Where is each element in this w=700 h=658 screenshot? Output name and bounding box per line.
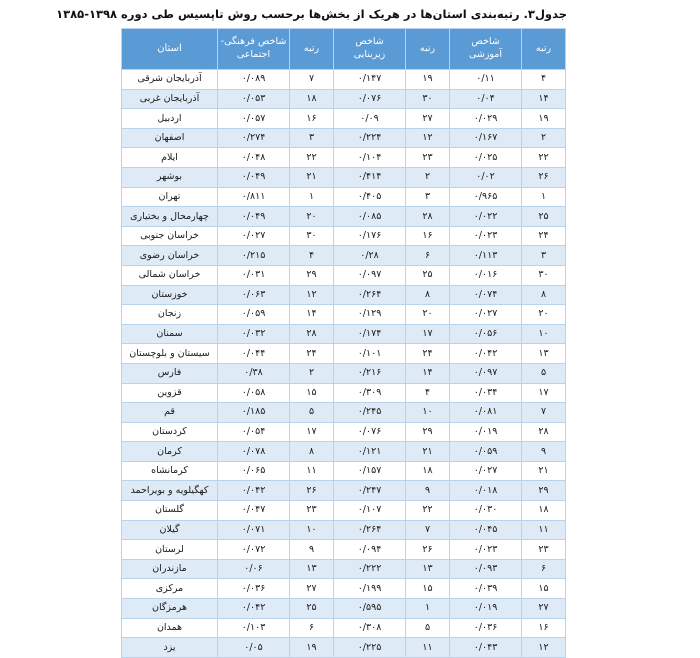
cell-province: قم — [122, 403, 218, 423]
cell-index-value: ۰/۱۰۷ — [334, 501, 406, 521]
table-row[interactable] — [122, 638, 566, 658]
table-row[interactable] — [122, 265, 566, 285]
cell-province: آذربایجان شرقی — [122, 70, 218, 90]
cell-province: گلستان — [122, 501, 218, 521]
cell-index-value: ۰/۰۳۰ — [450, 501, 522, 521]
cell-province: بوشهر — [122, 167, 218, 187]
cell-index-value: ۰/۰۴۸ — [218, 148, 290, 168]
cell-province: اصفهان — [122, 128, 218, 148]
table-row[interactable] — [122, 501, 566, 521]
cell-rank: ۱۰ — [522, 324, 566, 344]
cell-index-value: ۰/۰۳۹ — [450, 579, 522, 599]
cell-index-value: ۰/۵۹۵ — [334, 599, 406, 619]
cell-rank: ۷ — [522, 403, 566, 423]
cell-rank: ۲ — [290, 363, 334, 383]
cell-index-value: ۰/۰۷۱ — [218, 520, 290, 540]
cell-index-value: ۰/۰۴۳ — [450, 638, 522, 658]
cell-index-value: ۰/۰۲ — [450, 167, 522, 187]
cell-index-value: ۰/۸۱۱ — [218, 187, 290, 207]
cell-index-value: ۰/۰۶ — [218, 559, 290, 579]
cell-rank: ۸ — [406, 285, 450, 305]
cell-rank: ۱۴ — [406, 363, 450, 383]
cell-index-value: ۰/۱۰۳ — [218, 618, 290, 638]
cell-index-value: ۰/۰۴۷ — [218, 501, 290, 521]
cell-index-value: ۰/۱۶۷ — [450, 128, 522, 148]
column-header-text: زیربنایی — [353, 49, 386, 60]
cell-province: چهارمحال و بختیاری — [122, 207, 218, 227]
cell-index-value: ۰/۴۱۴ — [334, 167, 406, 187]
table-row[interactable] — [122, 187, 566, 207]
cell-index-value: ۰/۳۰۸ — [334, 618, 406, 638]
table-header — [122, 29, 566, 70]
cell-province: آذربایجان غربی — [122, 89, 218, 109]
cell-index-value: ۰/۰۲۳ — [450, 540, 522, 560]
cell-province: کهگیلویه و بویراحمد — [122, 481, 218, 501]
cell-index-value: ۰/۰۱۶ — [450, 265, 522, 285]
table-row[interactable] — [122, 344, 566, 364]
cell-index-value: ۰/۰۷۸ — [218, 442, 290, 462]
cell-rank: ۱۶ — [290, 109, 334, 129]
column-header-index-education[interactable] — [450, 29, 522, 70]
table-row[interactable] — [122, 109, 566, 129]
cell-rank: ۲۲ — [406, 501, 450, 521]
cell-province: تهران — [122, 187, 218, 207]
cell-rank: ۲۲ — [522, 148, 566, 168]
cell-province: کرمان — [122, 442, 218, 462]
cell-index-value: ۰/۰۲۷ — [450, 461, 522, 481]
cell-rank: ۲ — [406, 167, 450, 187]
cell-index-value: ۰/۰۹۷ — [334, 265, 406, 285]
table-row[interactable] — [122, 285, 566, 305]
cell-rank: ۱۰ — [406, 403, 450, 423]
cell-rank: ۳۰ — [290, 226, 334, 246]
cell-index-value: ۰/۰۴۹ — [218, 207, 290, 227]
cell-rank: ۶ — [522, 559, 566, 579]
cell-index-value: ۰/۰۳۶ — [450, 618, 522, 638]
cell-rank: ۶ — [290, 618, 334, 638]
table-row[interactable] — [122, 579, 566, 599]
cell-rank: ۱۳ — [406, 559, 450, 579]
cell-rank: ۲۹ — [290, 265, 334, 285]
cell-index-value: ۰/۰۴۲ — [450, 344, 522, 364]
cell-index-value: ۰/۱۴۷ — [334, 70, 406, 90]
table-row[interactable] — [122, 442, 566, 462]
cell-index-value: ۰/۲۱۶ — [334, 363, 406, 383]
cell-rank: ۲۸ — [522, 422, 566, 442]
cell-rank: ۲ — [522, 128, 566, 148]
cell-rank: ۲۰ — [522, 305, 566, 325]
cell-index-value: ۰/۰۵۸ — [218, 383, 290, 403]
cell-province: هرمزگان — [122, 599, 218, 619]
cell-index-value: ۰/۰۲۵ — [450, 148, 522, 168]
table-row[interactable] — [122, 305, 566, 325]
cell-rank: ۱۵ — [406, 579, 450, 599]
cell-rank: ۲۰ — [406, 305, 450, 325]
table-body — [122, 70, 566, 658]
cell-index-value: ۰/۰۹۳ — [450, 559, 522, 579]
table-row[interactable] — [122, 128, 566, 148]
cell-rank: ۲۲ — [290, 148, 334, 168]
cell-rank: ۱۶ — [406, 226, 450, 246]
cell-province: لرستان — [122, 540, 218, 560]
cell-index-value: ۰/۱۷۶ — [334, 226, 406, 246]
cell-index-value: ۰/۱۲۱ — [334, 442, 406, 462]
column-header-rank-education[interactable] — [522, 29, 566, 70]
cell-province: زنجان — [122, 305, 218, 325]
cell-rank: ۲۳ — [290, 501, 334, 521]
cell-index-value: ۰/۰۵ — [218, 638, 290, 658]
cell-index-value: ۰/۱۰۴ — [334, 148, 406, 168]
cell-rank: ۹ — [522, 442, 566, 462]
table-row[interactable] — [122, 461, 566, 481]
cell-province: خراسان جنوبی — [122, 226, 218, 246]
cell-index-value: ۰/۰۹۴ — [334, 540, 406, 560]
column-header-text: شاخص — [355, 36, 384, 48]
header-row — [122, 29, 566, 70]
cell-rank: ۹ — [290, 540, 334, 560]
cell-rank: ۲۷ — [522, 599, 566, 619]
table-row[interactable] — [122, 559, 566, 579]
cell-rank: ۳ — [522, 246, 566, 266]
cell-index-value: ۰/۰۴۲ — [218, 481, 290, 501]
cell-rank: ۲۷ — [406, 109, 450, 129]
column-header-text: رتبه — [419, 42, 436, 54]
cell-index-value: ۰/۰۷۶ — [334, 89, 406, 109]
cell-rank: ۲۰ — [290, 207, 334, 227]
cell-index-value: ۰/۱۱ — [450, 70, 522, 90]
cell-rank: ۱۱ — [522, 520, 566, 540]
cell-rank: ۸ — [290, 442, 334, 462]
cell-index-value: ۰/۲۲۲ — [334, 559, 406, 579]
column-header-text: اجتماعی — [236, 49, 271, 60]
cell-rank: ۱۵ — [290, 383, 334, 403]
column-header-province[interactable] — [122, 29, 218, 70]
column-header-index-cultural[interactable] — [218, 29, 290, 70]
cell-province: خوزستان — [122, 285, 218, 305]
cell-rank: ۱ — [406, 599, 450, 619]
cell-rank: ۲۴ — [406, 344, 450, 364]
cell-rank: ۱۷ — [406, 324, 450, 344]
cell-rank: ۱۹ — [406, 70, 450, 90]
cell-rank: ۵ — [290, 403, 334, 423]
cell-index-value: ۰/۳۰۹ — [334, 383, 406, 403]
cell-rank: ۲۱ — [522, 461, 566, 481]
cell-index-value: ۰/۰۱۸ — [450, 481, 522, 501]
cell-rank: ۱۷ — [290, 422, 334, 442]
table-row[interactable] — [122, 422, 566, 442]
column-header-text: شاخص — [471, 36, 500, 48]
cell-index-value: ۰/۱۹۹ — [334, 579, 406, 599]
cell-rank: ۱۸ — [290, 89, 334, 109]
cell-index-value: ۰/۱۷۴ — [334, 324, 406, 344]
table-row[interactable] — [122, 324, 566, 344]
cell-rank: ۲۵ — [406, 265, 450, 285]
column-header-text: رتبه — [303, 42, 320, 54]
cell-rank: ۷ — [406, 520, 450, 540]
cell-rank: ۲۵ — [290, 599, 334, 619]
cell-index-value: ۰/۰۳۶ — [218, 579, 290, 599]
cell-rank: ۱۹ — [522, 109, 566, 129]
cell-rank: ۹ — [406, 481, 450, 501]
cell-index-value: ۰/۰۸۱ — [450, 403, 522, 423]
cell-index-value: ۰/۲۸ — [334, 246, 406, 266]
cell-index-value: ۰/۱۵۷ — [334, 461, 406, 481]
cell-province: سیستان و بلوچستان — [122, 344, 218, 364]
column-header-text: استان — [157, 43, 182, 55]
cell-province: سمنان — [122, 324, 218, 344]
cell-rank: ۳ — [406, 187, 450, 207]
cell-index-value: ۰/۱۸۵ — [218, 403, 290, 423]
cell-rank: ۱۶ — [522, 618, 566, 638]
cell-index-value: ۰/۰۷۲ — [218, 540, 290, 560]
cell-rank: ۵ — [522, 363, 566, 383]
cell-rank: ۴ — [290, 246, 334, 266]
cell-province: خراسان رضوی — [122, 246, 218, 266]
table-row[interactable] — [122, 481, 566, 501]
cell-index-value: ۰/۰۹۷ — [450, 363, 522, 383]
cell-province: ایلام — [122, 148, 218, 168]
cell-rank: ۲۹ — [522, 481, 566, 501]
table-row[interactable] — [122, 246, 566, 266]
cell-rank: ۲۷ — [290, 579, 334, 599]
cell-province: یزد — [122, 638, 218, 658]
cell-rank: ۲۶ — [522, 167, 566, 187]
cell-rank: ۱۲ — [290, 285, 334, 305]
cell-index-value: ۰/۰۵۹ — [218, 305, 290, 325]
cell-index-value: ۰/۰۱۹ — [450, 599, 522, 619]
cell-index-value: ۰/۲۱۵ — [218, 246, 290, 266]
cell-province: اردبیل — [122, 109, 218, 129]
cell-rank: ۲۳ — [522, 540, 566, 560]
cell-province: قزوین — [122, 383, 218, 403]
cell-rank: ۱۹ — [290, 638, 334, 658]
cell-index-value: ۰/۰۵۷ — [218, 109, 290, 129]
table-row[interactable] — [122, 89, 566, 109]
table-row[interactable] — [122, 148, 566, 168]
table-row[interactable] — [122, 618, 566, 638]
table-row[interactable] — [122, 383, 566, 403]
cell-rank: ۱ — [290, 187, 334, 207]
cell-rank: ۲۸ — [290, 324, 334, 344]
column-header-rank-cultural[interactable] — [290, 29, 334, 70]
cell-index-value: ۰/۳۸ — [218, 363, 290, 383]
cell-index-value: ۰/۰۴۴ — [218, 344, 290, 364]
cell-rank: ۱۱ — [290, 461, 334, 481]
cell-index-value: ۰/۲۲۵ — [334, 638, 406, 658]
cell-province: خراسان شمالی — [122, 265, 218, 285]
cell-rank: ۱۴ — [522, 89, 566, 109]
table-row[interactable] — [122, 363, 566, 383]
column-header-rank-infrastructure[interactable] — [406, 29, 450, 70]
cell-index-value: ۰/۰۲۷ — [218, 226, 290, 246]
cell-rank: ۵ — [406, 618, 450, 638]
cell-rank: ۲۶ — [290, 481, 334, 501]
cell-index-value: ۰/۲۴۵ — [334, 403, 406, 423]
cell-rank: ۲۶ — [406, 540, 450, 560]
cell-rank: ۲۳ — [406, 148, 450, 168]
cell-rank: ۳۰ — [406, 89, 450, 109]
cell-rank: ۷ — [290, 70, 334, 90]
cell-index-value: ۰/۰۳۴ — [450, 383, 522, 403]
cell-rank: ۱۳ — [290, 559, 334, 579]
table-row[interactable] — [122, 226, 566, 246]
cell-index-value: ۰/۰۴۵ — [450, 520, 522, 540]
cell-index-value: ۰/۰۱۹ — [450, 422, 522, 442]
table-row[interactable] — [122, 70, 566, 90]
cell-index-value: ۰/۰۵۶ — [450, 324, 522, 344]
cell-rank: ۱۰ — [290, 520, 334, 540]
cell-index-value: ۰/۱۰۱ — [334, 344, 406, 364]
cell-index-value: ۰/۱۱۳ — [450, 246, 522, 266]
cell-province: مازندران — [122, 559, 218, 579]
cell-rank: ۳ — [290, 128, 334, 148]
cell-index-value: ۰/۰۴۹ — [218, 167, 290, 187]
cell-rank: ۱۸ — [406, 461, 450, 481]
cell-province: کردستان — [122, 422, 218, 442]
cell-rank: ۲۱ — [290, 167, 334, 187]
cell-index-value: ۰/۱۲۹ — [334, 305, 406, 325]
cell-index-value: ۰/۰۲۹ — [450, 109, 522, 129]
cell-index-value: ۰/۰۹ — [334, 109, 406, 129]
cell-rank: ۲۱ — [406, 442, 450, 462]
cell-index-value: ۰/۰۳۲ — [218, 324, 290, 344]
cell-rank: ۱۵ — [522, 579, 566, 599]
cell-province: فارس — [122, 363, 218, 383]
cell-rank: ۴ — [522, 70, 566, 90]
ranking-table-container — [129, 28, 566, 658]
table-row[interactable] — [122, 207, 566, 227]
table-row[interactable] — [122, 599, 566, 619]
cell-index-value: ۰/۲۷۴ — [218, 128, 290, 148]
cell-index-value: ۰/۰۳۱ — [218, 265, 290, 285]
cell-rank: ۲۹ — [406, 422, 450, 442]
cell-index-value: ۰/۰۴۲ — [218, 599, 290, 619]
cell-index-value: ۰/۰۷۴ — [450, 285, 522, 305]
column-header-text: رتبه — [535, 42, 552, 54]
cell-index-value: ۰/۰۸۹ — [218, 70, 290, 90]
cell-index-value: ۰/۰۵۳ — [218, 89, 290, 109]
cell-rank: ۲۸ — [406, 207, 450, 227]
cell-index-value: ۰/۰۵۹ — [450, 442, 522, 462]
cell-rank: ۱۴ — [290, 305, 334, 325]
cell-province: گیلان — [122, 520, 218, 540]
column-header-text: آموزشی — [468, 49, 503, 60]
cell-rank: ۴ — [406, 383, 450, 403]
provincial-ranking-table — [121, 28, 566, 658]
column-header-text: شاخص فرهنگی- — [220, 36, 287, 48]
cell-rank: ۱۳ — [522, 344, 566, 364]
cell-index-value: ۰/۰۲۷ — [450, 305, 522, 325]
cell-rank: ۱۱ — [406, 638, 450, 658]
cell-rank: ۱۲ — [406, 128, 450, 148]
cell-rank: ۱ — [522, 187, 566, 207]
cell-index-value: ۰/۰۶۵ — [218, 461, 290, 481]
cell-index-value: ۰/۴۰۵ — [334, 187, 406, 207]
cell-rank: ۲۴ — [522, 226, 566, 246]
cell-rank: ۶ — [406, 246, 450, 266]
cell-province: مرکزی — [122, 579, 218, 599]
cell-rank: ۱۲ — [522, 638, 566, 658]
cell-rank: ۲۴ — [290, 344, 334, 364]
table-row[interactable] — [122, 520, 566, 540]
cell-rank: ۱۷ — [522, 383, 566, 403]
cell-rank: ۳۰ — [522, 265, 566, 285]
cell-rank: ۲۵ — [522, 207, 566, 227]
cell-index-value: ۰/۰۴ — [450, 89, 522, 109]
cell-index-value: ۰/۹۶۵ — [450, 187, 522, 207]
cell-rank: ۸ — [522, 285, 566, 305]
table-row[interactable] — [122, 540, 566, 560]
cell-rank: ۱۸ — [522, 501, 566, 521]
cell-province: همدان — [122, 618, 218, 638]
cell-index-value: ۰/۰۷۶ — [334, 422, 406, 442]
cell-index-value: ۰/۰۶۳ — [218, 285, 290, 305]
cell-province: کرمانشاه — [122, 461, 218, 481]
cell-index-value: ۰/۰۸۵ — [334, 207, 406, 227]
cell-index-value: ۰/۰۲۳ — [450, 226, 522, 246]
cell-index-value: ۰/۰۵۴ — [218, 422, 290, 442]
table-row[interactable] — [122, 167, 566, 187]
cell-index-value: ۰/۰۲۲ — [450, 207, 522, 227]
cell-index-value: ۰/۲۶۴ — [334, 285, 406, 305]
cell-index-value: ۰/۲۲۴ — [334, 128, 406, 148]
cell-index-value: ۰/۲۴۷ — [334, 481, 406, 501]
cell-index-value: ۰/۲۶۴ — [334, 520, 406, 540]
table-row[interactable] — [122, 403, 566, 423]
column-header-index-infrastructure[interactable] — [334, 29, 406, 70]
table-caption: جدول۳. رتبه‌بندی استان‌ها در هریک از بخش‌ها برحسب روش تاپسیس طی دوره ۱۳۹۸-۱۳۸۵ — [56, 7, 567, 21]
